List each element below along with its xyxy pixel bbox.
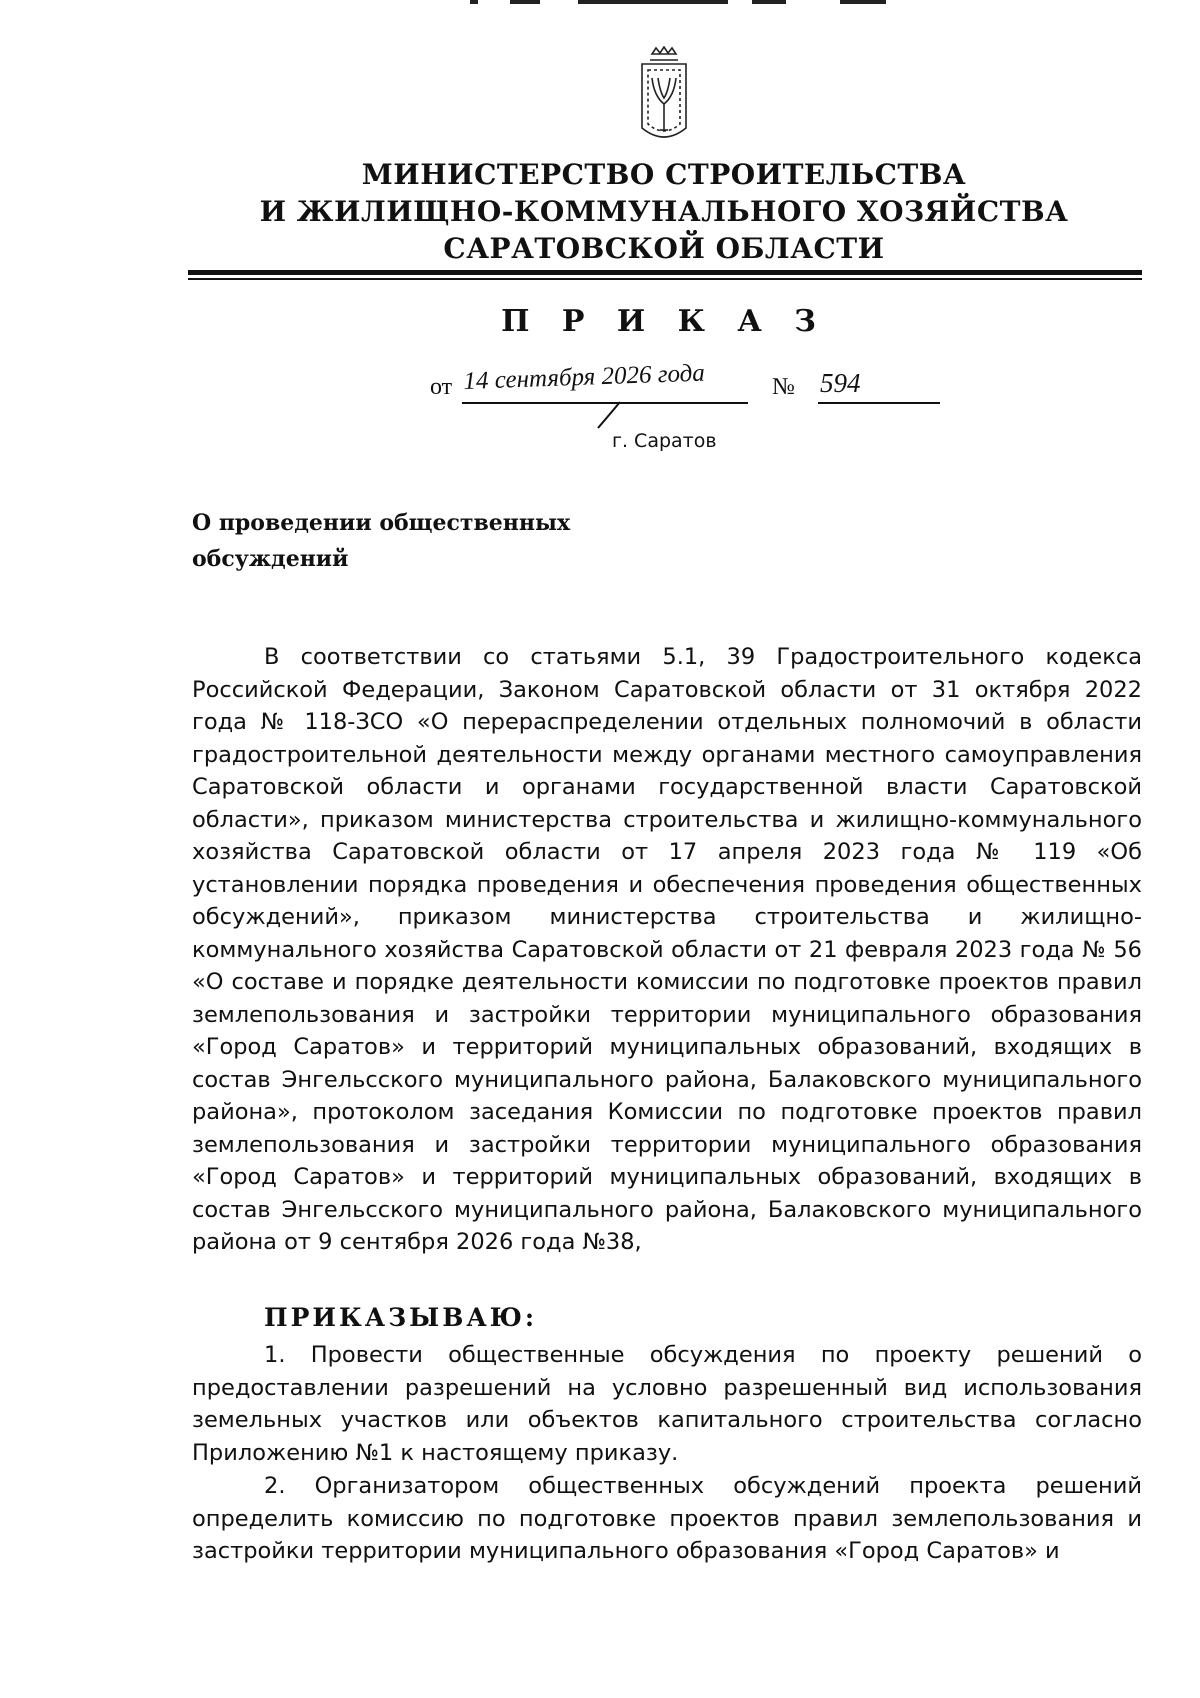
- city-name: г. Саратов: [612, 430, 717, 452]
- coat-of-arms-icon: [632, 46, 696, 150]
- number-underline: [818, 402, 940, 404]
- order-heading: ПРИКАЗЫВАЮ:: [264, 1303, 538, 1332]
- handwritten-date: 14 сентября 2026 года: [463, 359, 706, 396]
- preamble-paragraph: В соответствии со статьями 5.1, 39 Градостроительного кодекса Российской Федерации, Законом Саратовской области от 31 октября 2022 года № 118-ЗСО «О перераспределении отдельных полномочий в области градостроительной деятельности между органами местного самоуправления Саратовской области и органами государственной власти Саратовской области», приказом министерства строительства и жилищно-коммунального хозяйства Саратовской области от 17 апреля 2023 года № 119 «Об установлении порядка проведения и обеспечения проведения общественных обсуждений», приказом министерства строительства и жилищно-коммунального хозяйства Саратовской области от 21 февраля 2023 года № 56 «О составе и порядке деятельности комиссии по подготовке проектов правил землепользования и застройки территории муниципального образования «Город Саратов» и территорий муниципальных образований, входящих в состав Энгельсского муниципального района, Балаковского муниципального района», протоколом заседания Комиссии по подготовке проектов правил землепользования и застройки территории муниципального образования «Город Саратов» и территорий муниципальных образований, входящих в состав Энгельсского муниципального района, Балаковского муниципального района от 9 сентября 2026 года №38,: [192, 644, 1142, 1255]
- subject-line-2: обсуждений: [192, 546, 349, 572]
- ministry-name-line-1: МИНИСТЕРСТВО СТРОИТЕЛЬСТВА: [361, 158, 967, 191]
- date-prefix: от: [430, 374, 453, 400]
- ministry-name: [0, 156, 1200, 267]
- order-item: 2. Организатором общественных обсуждений проекта решений определить комиссию по подготовке проектов правил землепользования и застройки территории муниципального образования «Город Саратов» и: [192, 1473, 1142, 1564]
- ministry-name-line-3: САРАТОВСКОЙ ОБЛАСТИ: [443, 232, 885, 265]
- scan-artifact: [470, 0, 930, 6]
- document-type-title: П Р И К А З: [501, 304, 827, 339]
- order-item: 1. Провести общественные обсуждения по проекту решений о предоставлении разрешений на условно разрешенный вид использования земельных участков или объектов капитального строительства согласно Приложению №1 к настоящему приказу.: [192, 1342, 1142, 1466]
- number-prefix: №: [772, 374, 795, 400]
- header-divider-thick: [188, 270, 1142, 275]
- header-divider-thin: [188, 278, 1142, 280]
- subject-line-1: О проведении общественных: [192, 510, 571, 536]
- order-items: [192, 1339, 1142, 1569]
- document-subject: [192, 505, 662, 577]
- pen-stroke-icon: [590, 400, 630, 430]
- ministry-name-line-2: И ЖИЛИЩНО-КОММУНАЛЬНОГО ХОЗЯЙСТВА: [259, 195, 1069, 228]
- handwritten-number: 594: [820, 368, 861, 398]
